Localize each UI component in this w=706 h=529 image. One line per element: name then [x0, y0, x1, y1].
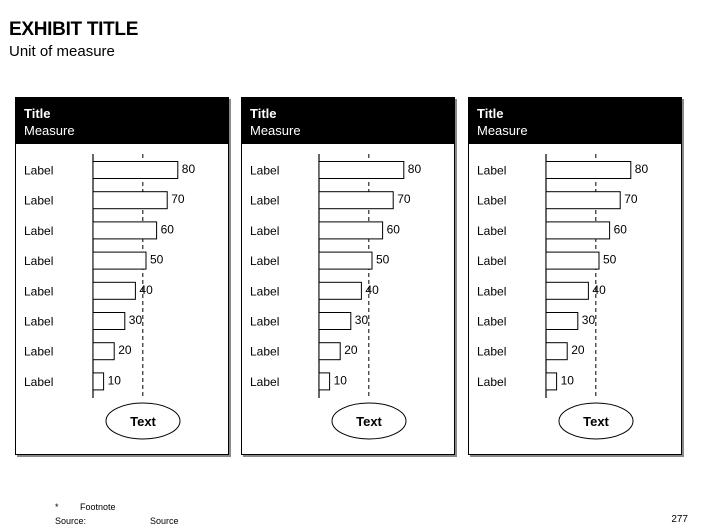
bar: [319, 162, 404, 179]
bar-chart-2: [242, 98, 454, 454]
data-label: 30: [581, 313, 596, 327]
category-label: Label: [477, 284, 507, 299]
data-label: 70: [171, 192, 185, 207]
bar: [93, 222, 157, 239]
bar: [319, 192, 393, 209]
bar: [546, 313, 578, 330]
bar-chart-1: [16, 98, 228, 454]
callout-text: Text: [130, 414, 156, 429]
category-label: Label: [250, 193, 280, 208]
data-label: 40: [139, 282, 153, 297]
chart-panel-3: [468, 97, 682, 455]
data-label: 40: [365, 282, 379, 297]
category-label: Label: [477, 223, 507, 238]
panel-title: Title: [477, 106, 504, 121]
bar: [546, 162, 631, 179]
panel-title: Title: [250, 106, 277, 121]
data-label: 50: [603, 252, 617, 267]
bar-chart-3: [469, 98, 681, 454]
category-label: Label: [477, 254, 507, 269]
category-label: Label: [24, 314, 54, 329]
data-label: 80: [634, 162, 649, 176]
data-label: 80: [181, 162, 196, 176]
category-label: Label: [250, 314, 280, 329]
category-label: Label: [24, 344, 54, 359]
bar: [93, 343, 114, 360]
category-label: Label: [250, 284, 280, 299]
bar: [319, 252, 372, 269]
bar: [93, 192, 167, 209]
category-label: Label: [477, 193, 507, 208]
bar: [93, 162, 178, 179]
panel-measure: Measure: [24, 123, 75, 138]
category-label: Label: [477, 163, 507, 178]
panel-measure: Measure: [250, 123, 301, 138]
data-label: 30: [354, 313, 369, 327]
exhibit-subtitle: Unit of measure: [9, 43, 115, 60]
data-label: 50: [150, 252, 164, 267]
panel-measure: Measure: [477, 123, 528, 138]
bar: [319, 373, 330, 390]
data-label: 60: [386, 222, 400, 237]
category-label: Label: [477, 314, 507, 329]
category-label: Label: [24, 193, 54, 208]
bar: [93, 282, 135, 299]
bar: [546, 282, 588, 299]
data-label: 60: [613, 222, 627, 237]
category-label: Label: [24, 284, 54, 299]
bar: [93, 252, 146, 269]
data-label: 20: [118, 343, 132, 358]
data-label: 80: [407, 162, 422, 176]
bar: [546, 252, 599, 269]
bar: [319, 282, 361, 299]
category-label: Label: [477, 344, 507, 359]
category-label: Label: [477, 374, 507, 389]
data-label: 70: [397, 192, 411, 207]
category-label: Label: [24, 374, 54, 389]
source-label: Source:: [55, 516, 87, 526]
bar: [546, 222, 610, 239]
bar: [93, 313, 125, 330]
bar: [546, 192, 620, 209]
data-label: 50: [376, 252, 390, 267]
category-label: Label: [250, 223, 280, 238]
footnote: Footnote: [80, 502, 116, 512]
source-text: Source: [150, 516, 179, 526]
bar: [319, 343, 340, 360]
chart-panel-2: [241, 97, 455, 455]
data-label: 20: [571, 343, 585, 358]
data-label: 10: [107, 373, 121, 388]
panel-title: Title: [24, 106, 51, 121]
data-label: 60: [160, 222, 174, 237]
category-label: Label: [250, 254, 280, 269]
category-label: Label: [250, 163, 280, 178]
category-label: Label: [250, 374, 280, 389]
bar: [546, 343, 567, 360]
bar: [319, 313, 351, 330]
category-label: Label: [24, 163, 54, 178]
data-label: 40: [592, 282, 606, 297]
category-label: Label: [250, 344, 280, 359]
bar: [546, 373, 557, 390]
bar: [319, 222, 383, 239]
data-label: 30: [128, 313, 143, 327]
footnote-marker: *: [55, 502, 59, 512]
data-label: 10: [333, 373, 347, 388]
data-label: 20: [344, 343, 358, 358]
category-label: Label: [24, 254, 54, 269]
exhibit-title: EXHIBIT TITLE: [9, 19, 139, 40]
data-label: 70: [624, 192, 638, 207]
category-label: Label: [24, 223, 54, 238]
page-number: 277: [671, 514, 688, 525]
bar: [93, 373, 104, 390]
callout-text: Text: [583, 414, 609, 429]
data-label: 10: [560, 373, 574, 388]
chart-panel-1: [15, 97, 229, 455]
callout-text: Text: [356, 414, 382, 429]
